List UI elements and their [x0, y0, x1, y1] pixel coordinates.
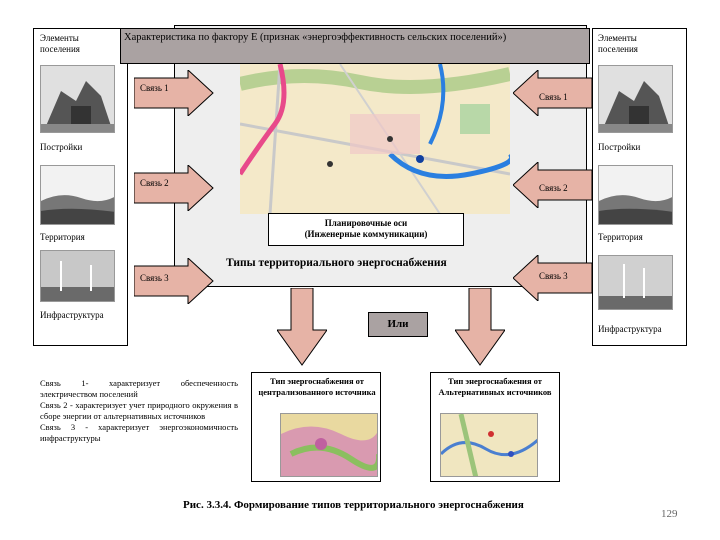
- figure-caption: Рис. 3.3.4. Формирование типов территориального энергоснабжения: [183, 499, 524, 511]
- left-connection-arrow-3: [134, 258, 214, 304]
- settlement-map-image: [240, 64, 510, 214]
- down-arrow-alternative: [455, 288, 505, 366]
- right-item-buildings: Постройки: [598, 142, 641, 152]
- legend-block: [40, 378, 238, 444]
- right-column-title: Элементы поселения: [598, 33, 638, 54]
- svg-text:Связь 3: Связь 3: [539, 271, 568, 281]
- svg-text:Связь 1: Связь 1: [140, 83, 169, 93]
- left-connection-arrow-1: [134, 70, 214, 116]
- or-label: Или: [387, 318, 409, 330]
- right-connection-arrow-1: [513, 70, 593, 116]
- svg-text:Связь 2: Связь 2: [140, 178, 169, 188]
- type-central-map-image: [280, 413, 378, 477]
- right-connection-arrow-2: [513, 162, 593, 208]
- type-alternative-label: Тип энергоснабжения от Альтернативных источников: [438, 376, 552, 397]
- right-buildings-image: [598, 65, 673, 133]
- left-connection-arrow-2: [134, 165, 214, 211]
- planning-axes-box: [268, 213, 464, 246]
- or-box: [368, 312, 428, 337]
- page-number: 129: [661, 508, 678, 520]
- left-item-buildings: Постройки: [40, 142, 83, 152]
- left-territory-image: [40, 165, 115, 225]
- down-arrow-central: [277, 288, 327, 366]
- svg-text:Связь 2: Связь 2: [539, 183, 568, 193]
- type-central-label: Тип энергоснабжения от централизованного источника: [258, 376, 376, 397]
- left-infrastructure-image: [40, 250, 115, 302]
- left-item-infrastructure: Инфраструктура: [40, 310, 104, 320]
- type-alternative-map-image: [440, 413, 538, 477]
- legend-item-1: Связь 1- характеризует обеспеченность электричеством поселений: [40, 378, 238, 399]
- svg-text:Связь 1: Связь 1: [539, 92, 568, 102]
- legend-item-3: Связь 3 - характеризует энергоэкономичность инфраструктуры: [40, 422, 238, 443]
- planning-axes-label: Планировочные оси (Инженерные коммуникации): [304, 218, 428, 239]
- legend-item-2: Связь 2 - характеризует учет природного окружения в сборе энергии от альтернативных источников: [40, 400, 238, 421]
- svg-text:Связь 3: Связь 3: [140, 273, 169, 283]
- left-buildings-image: [40, 65, 115, 133]
- right-item-infrastructure: Инфраструктура: [598, 324, 662, 334]
- right-item-territory: Территория: [598, 232, 643, 242]
- central-title: Характеристика по фактору Е (признак «энергоэффективность сельских поселений»): [124, 32, 507, 43]
- left-item-territory: Территория: [40, 232, 85, 242]
- energy-types-title: Типы территориального энергоснабжения: [226, 257, 447, 269]
- right-territory-image: [598, 165, 673, 225]
- right-connection-arrow-3: [513, 255, 593, 301]
- left-column-title: Элементы поселения: [40, 33, 80, 54]
- right-infrastructure-image: [598, 255, 673, 310]
